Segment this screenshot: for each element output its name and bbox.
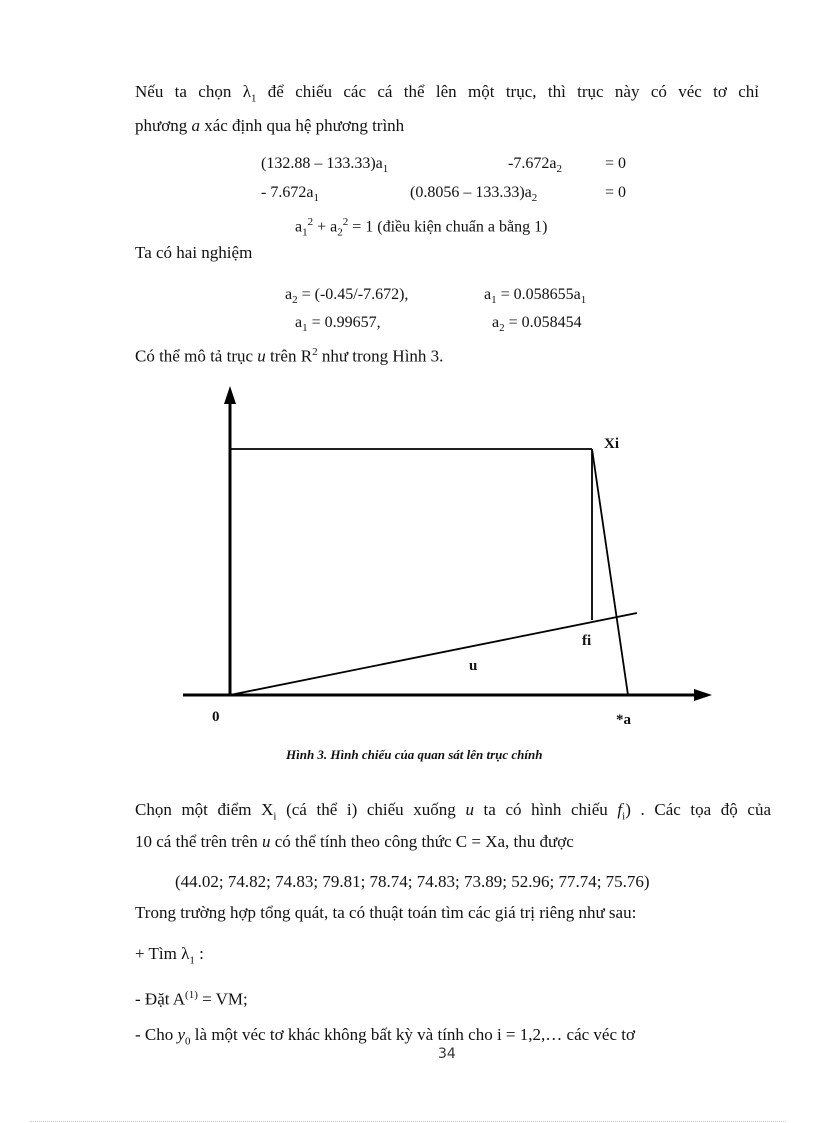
solution-a1: $a_1 = 0.99657$,: [295, 314, 381, 335]
solution-a2-value: $a_2 = 0.058454$: [492, 314, 582, 335]
solution-a2: $a_2 = (-0.45/-7.672)$,: [285, 286, 409, 307]
eq-r2c1: - $7.672a_1$: [261, 184, 319, 205]
eq-r1c1: $(132.88 - 133.33)a_1$: [261, 155, 389, 176]
para2-line1: Chọn một điểm $X_i$ (cá thể i) chiếu xuống u ta có hình chiếu $f_i$) . Các tọa độ của: [135, 800, 772, 823]
line-xi-to-a: [592, 449, 628, 695]
step-let-y: - Cho $y_0$ là một véc tơ khác không bất kỳ và tính cho i = 1,2,… các véc tơ: [135, 1025, 635, 1048]
label-origin: 0: [212, 709, 220, 725]
step-find-lambda: + Tìm $\lambda_1$ :: [135, 944, 204, 967]
para2-line2: 10 cá thể trên trên u có thể tính theo công thức C = Xa, thu được: [135, 832, 574, 851]
two-solutions-text: Ta có hai nghiệm: [135, 243, 253, 262]
para1-line2: phương a xác định qua hệ phương trình: [135, 116, 405, 135]
eq-r1c2: $-7.672a_2$: [508, 155, 562, 176]
page-bottom-dotted-rule: [30, 1121, 786, 1122]
solution-a1-rel: $a_1 = 0.058655a_1$: [484, 286, 587, 307]
label-a: *a: [616, 712, 631, 728]
eq-r2c3: = 0: [605, 184, 627, 201]
label-fi: fi: [582, 633, 592, 649]
step-set-a: - Đặt $A^{(1)}$ = VM;: [135, 989, 248, 1009]
general-case-text: Trong trường hợp tổng quát, ta có thuật toán tìm các giá trị riêng như sau:: [135, 903, 637, 922]
x-axis-arrow: [694, 689, 712, 701]
para1-line1: Nếu ta chọn $\lambda_1$ để chiếu các cá thể lên một trục, thì trục này có véc tơ chỉ: [135, 82, 760, 105]
label-xi: Xi: [604, 436, 619, 452]
eq-r3-normalization: $a_1^2 + a_2^2 = 1$ (điều kiện chuẩn a bằng 1): [295, 216, 548, 239]
y-axis-arrow: [224, 386, 236, 404]
describe-axis-text: Có thể mô tả trục u trên $R^2$ như trong Hình 3.: [135, 346, 444, 366]
page-number: 34: [438, 1046, 456, 1062]
figure-caption: Hình 3. Hình chiếu của quan sát lên trục chính: [286, 747, 543, 762]
coordinates-list: (44.02; 74.82; 74.83; 79.81; 78.74; 74.83; 73.89; 52.96; 77.74; 75.76): [175, 872, 650, 891]
eq-r2c2: $(0.8056 - 133.33)a_2$: [410, 184, 538, 205]
u-axis-line: [230, 613, 637, 695]
label-u: u: [469, 658, 478, 674]
eq-r1c3: = 0: [605, 155, 627, 172]
